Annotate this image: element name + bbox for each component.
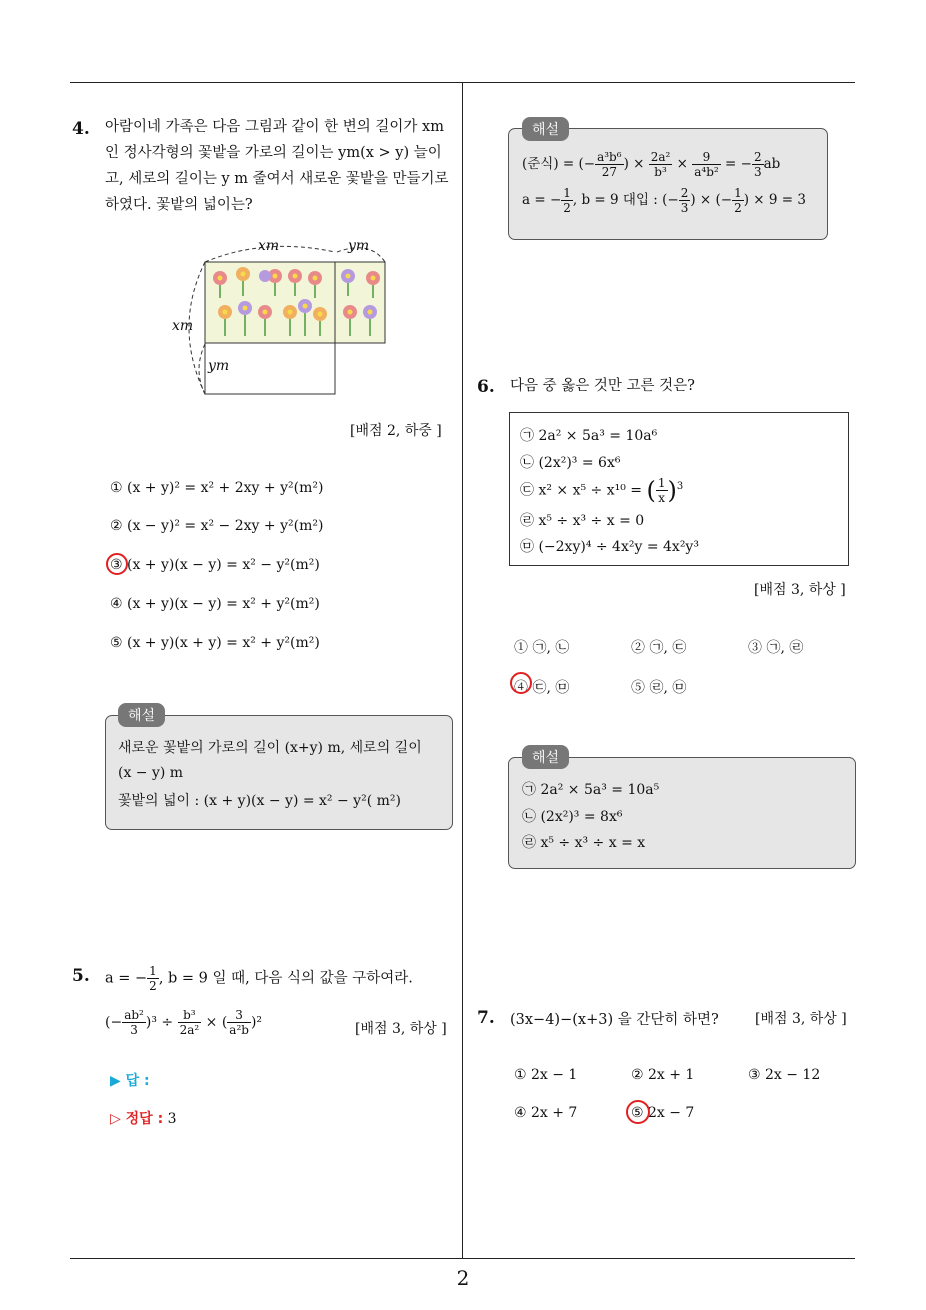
- q5-condition: [105, 964, 413, 993]
- q4-choice-5[interactable]: ⑤ (x + y)(x + y) = x² + y²(m²): [110, 635, 320, 651]
- q4-question: [105, 114, 455, 218]
- q6-meta: [배점 3, 하상 ]: [754, 582, 846, 598]
- q4-line: 인 정사각형의 꽃밭을 가로의 길이는 ym(x > y) 늘이: [105, 145, 442, 161]
- q4-exp-line: 새로운 꽃밭의 가로의 길이 (x+y) m, 세로의 길이: [118, 740, 422, 756]
- q5-answer-label: ▶ 답 :: [110, 1073, 150, 1089]
- q5-correct-value: 3: [167, 1111, 177, 1127]
- q4-choice-4[interactable]: ④ (x + y)(x − y) = x² + y²(m²): [110, 596, 320, 612]
- q5-cond-rest: , b = 9 일 때, 다음 식의 값을 구하여라.: [158, 970, 413, 987]
- answer-mark-circle: [106, 553, 128, 575]
- fig-label-top-xm: xm: [258, 238, 280, 254]
- q7-meta: [배점 3, 하상 ]: [755, 1011, 847, 1027]
- q4-line: 아람이네 가족은 다음 그림과 같이 한 변의 길이가 xm: [105, 119, 444, 135]
- q6-explanation-tab: 해설: [522, 745, 569, 769]
- q5-correct-label: ▷ 정답 :: [110, 1111, 164, 1127]
- q7-choice-3[interactable]: ③ 2x − 12: [748, 1067, 821, 1083]
- q4-line: 고, 세로의 길이는 y m 줄여서 새로운 꽃밭을 만들기로: [105, 171, 449, 187]
- fig-label-bottom-ym: ym: [208, 358, 230, 374]
- q4-number: 4.: [72, 119, 90, 139]
- column-divider: [462, 82, 463, 1258]
- q6-exp-line: ㉡ (2x²)³ = 8x⁶: [522, 809, 623, 825]
- fig-label-top-ym: ym: [348, 238, 370, 254]
- q5-explanation-tab: 해설: [522, 117, 569, 141]
- answer-mark-circle: [626, 1100, 650, 1124]
- q4-exp-line: (x − y) m: [118, 765, 184, 781]
- q7-choice-2[interactable]: ② 2x + 1: [631, 1067, 695, 1083]
- page-number: 2: [456, 1266, 470, 1290]
- q5-expression: (− $\frac{\text{ab²}}{3}$ )³ ÷ $\frac{\text{b³}}{\text{2a²}}$ × ( $\frac{3}{\text{a²b}}$ )²: [105, 1008, 263, 1037]
- q7-choice-5[interactable]: ⑤ 2x − 7: [631, 1105, 695, 1121]
- q4-line: 하였다. 꽃밭의 넓이는?: [105, 197, 253, 213]
- q6-choice-2[interactable]: ② ㉠, ㉢: [631, 640, 687, 656]
- q6-choice-4[interactable]: ④ ㉢, ㉤: [514, 680, 570, 696]
- q6-exp-line: ㉣ x⁵ ÷ x³ ÷ x = x: [522, 835, 646, 851]
- q6-choice-5[interactable]: ⑤ ㉣, ㉤: [631, 680, 687, 696]
- q5-cond-fraction: $\frac{1}{2}$: [149, 964, 157, 993]
- q5-exp-line-1: (준식) = (− $\frac{\text{a³b⁶}}{27}$ ) × $\frac{\text{2a²}}{\text{b³}}$ × $\frac{9}{\text{a⁴b²}}$ = − $\frac{2}{3}$ ab: [522, 150, 781, 179]
- q6-exp-line: ㉠ 2a² × 5a³ = 10a⁵: [522, 782, 660, 798]
- q5-explanation-box: [508, 128, 828, 240]
- q7-question: (3x−4)−(x+3) 을 간단히 하면?: [510, 1012, 719, 1028]
- q6-statement: ㉡ (2x²)³ = 6x⁶: [520, 455, 621, 471]
- q5-meta: [배점 3, 하상 ]: [355, 1021, 447, 1037]
- q5-correct-answer: [110, 1108, 177, 1128]
- q6-statement: ㉠ 2a² × 5a³ = 10a⁶: [520, 428, 658, 444]
- bottom-rule: [70, 1258, 855, 1259]
- q6-choice-1[interactable]: ① ㉠, ㉡: [514, 640, 570, 656]
- q6-statement: ㉤ (−2xy)⁴ ÷ 4x²y = 4x²y³: [520, 539, 699, 555]
- q4-explanation-tab: 해설: [118, 703, 165, 727]
- q6-number: 6.: [477, 377, 495, 397]
- q7-choice-4[interactable]: ④ 2x + 7: [514, 1105, 578, 1121]
- q4-meta: [배점 2, 하중 ]: [350, 423, 442, 439]
- q5-number: 5.: [72, 966, 90, 986]
- q7-number: 7.: [477, 1008, 495, 1028]
- q4-choice-1[interactable]: ① (x + y)² = x² + 2xy + y²(m²): [110, 480, 324, 496]
- fig-label-left-xm: xm: [172, 318, 194, 334]
- q5-cond-a: a = −: [105, 970, 148, 987]
- q6-statement: ㉣ x⁵ ÷ x³ ÷ x = 0: [520, 513, 645, 529]
- q6-choice-3[interactable]: ③ ㉠, ㉣: [748, 640, 804, 656]
- q7-choice-1[interactable]: ① 2x − 1: [514, 1067, 578, 1083]
- q6-question: 다음 중 옳은 것만 고른 것은?: [510, 378, 695, 394]
- q4-choice-2[interactable]: ② (x − y)² = x² − 2xy + y²(m²): [110, 518, 324, 534]
- q4-exp-line: 꽃밭의 넓이 : (x + y)(x − y) = x² − y²( m²): [118, 793, 401, 809]
- q5-exp-line-2: a = − $\frac{1}{2}$ , b = 9 대입 : (− $\frac{2}{3}$ ) × (− $\frac{1}{2}$ ) × 9 = 3: [522, 186, 806, 215]
- q6-statement-3: ㉢ x² × x⁵ ÷ x¹⁰ = ( $\frac{1}{x}$ )$^3$: [520, 476, 684, 505]
- flower-garden-figure: [165, 232, 400, 402]
- q4-choice-3[interactable]: ③ (x + y)(x − y) = x² − y²(m²): [110, 557, 320, 573]
- answer-mark-circle: [510, 672, 532, 694]
